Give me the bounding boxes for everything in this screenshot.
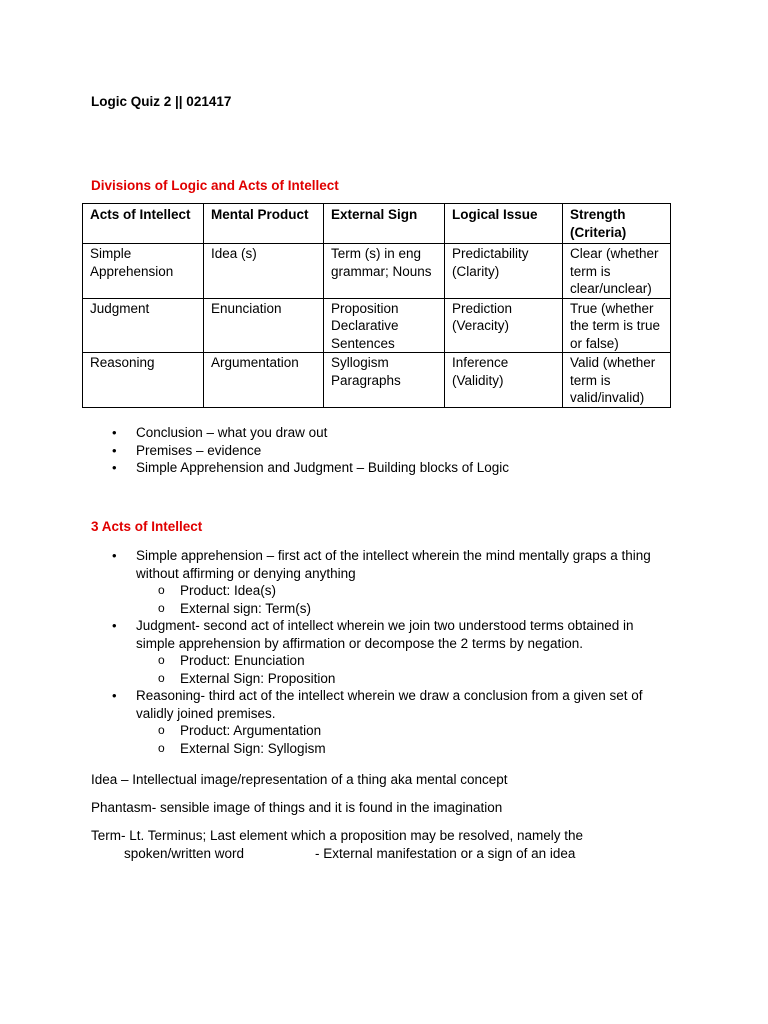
table-cell: True (whether the term is true or false): [563, 298, 671, 353]
list-item-text: Simple apprehension – first act of the intellect wherein the mind mentally graps a thing without affirming or denying anything: [136, 548, 651, 581]
sub-list-item: o External Sign: Proposition: [136, 670, 672, 688]
table-header-cell: Logical Issue: [445, 204, 563, 244]
table-cell: Predictability (Clarity): [445, 244, 563, 299]
list-item: [112, 547, 672, 617]
table-cell: Valid (whether term is valid/invalid): [563, 353, 671, 408]
definition-idea: Idea – Intellectual image/representation of a thing aka mental concept: [91, 772, 508, 787]
table-row: [83, 244, 671, 299]
definition-term-line2-right: - External manifestation or a sign of an idea: [315, 846, 576, 861]
table-cell: Inference (Validity): [445, 353, 563, 408]
list-item: [112, 687, 672, 757]
sub-list-item: o Product: Enunciation: [136, 652, 672, 670]
table-cell: Syllogism Paragraphs: [324, 353, 445, 408]
table-cell: Judgment: [83, 298, 204, 353]
acts-of-intellect-table: [82, 203, 671, 408]
list-item: [112, 617, 672, 687]
table-cell: Reasoning: [83, 353, 204, 408]
table-header-cell: Acts of Intellect: [83, 204, 204, 244]
table-cell: Clear (whether term is clear/unclear): [563, 244, 671, 299]
sub-list: [136, 722, 672, 757]
table-cell: Proposition Declarative Sentences: [324, 298, 445, 353]
table-cell: Simple Apprehension: [83, 244, 204, 299]
table-cell: Term (s) in eng grammar; Nouns: [324, 244, 445, 299]
sub-list-item: o External Sign: Syllogism: [136, 740, 672, 758]
sub-list-item: o Product: Argumentation: [136, 722, 672, 740]
sub-list-item: o External sign: Term(s): [136, 600, 672, 618]
acts-bullet-list: [112, 547, 672, 757]
list-item-text: Reasoning- third act of the intellect wherein we draw a conclusion from a given set of validly joined premises.: [136, 688, 643, 721]
sub-list: [136, 652, 672, 687]
table-cell: Prediction (Veracity): [445, 298, 563, 353]
table-header-row: [83, 204, 671, 244]
sub-list-item: o Product: Idea(s): [136, 582, 672, 600]
definition-term-line1: Term- Lt. Terminus; Last element which a proposition may be resolved, namely the: [91, 828, 583, 843]
table-cell: Enunciation: [204, 298, 324, 353]
section-heading-acts: 3 Acts of Intellect: [91, 519, 203, 534]
section-heading-divisions: Divisions of Logic and Acts of Intellect: [91, 178, 339, 193]
sub-list: [136, 582, 672, 617]
list-item: • Conclusion – what you draw out: [112, 424, 672, 442]
table-cell: Argumentation: [204, 353, 324, 408]
list-item: • Premises – evidence: [112, 442, 672, 460]
table-row: [83, 353, 671, 408]
table-header-cell: Strength (Criteria): [563, 204, 671, 244]
table-cell: Idea (s): [204, 244, 324, 299]
table-header-cell: Mental Product: [204, 204, 324, 244]
list-item: • Simple Apprehension and Judgment – Building blocks of Logic: [112, 459, 672, 477]
definition-term-line2-left: spoken/written word: [124, 846, 245, 861]
table-row: [83, 298, 671, 353]
summary-bullet-list: [112, 424, 672, 477]
list-item-text: Judgment- second act of intellect wherein we join two understood terms obtained in simple apprehension by affirmation or decompose the 2 terms by negation.: [136, 618, 634, 651]
document-title: Logic Quiz 2 || 021417: [91, 94, 232, 109]
definition-phantasm: Phantasm- sensible image of things and it is found in the imagination: [91, 800, 503, 815]
table-header-cell: External Sign: [324, 204, 445, 244]
